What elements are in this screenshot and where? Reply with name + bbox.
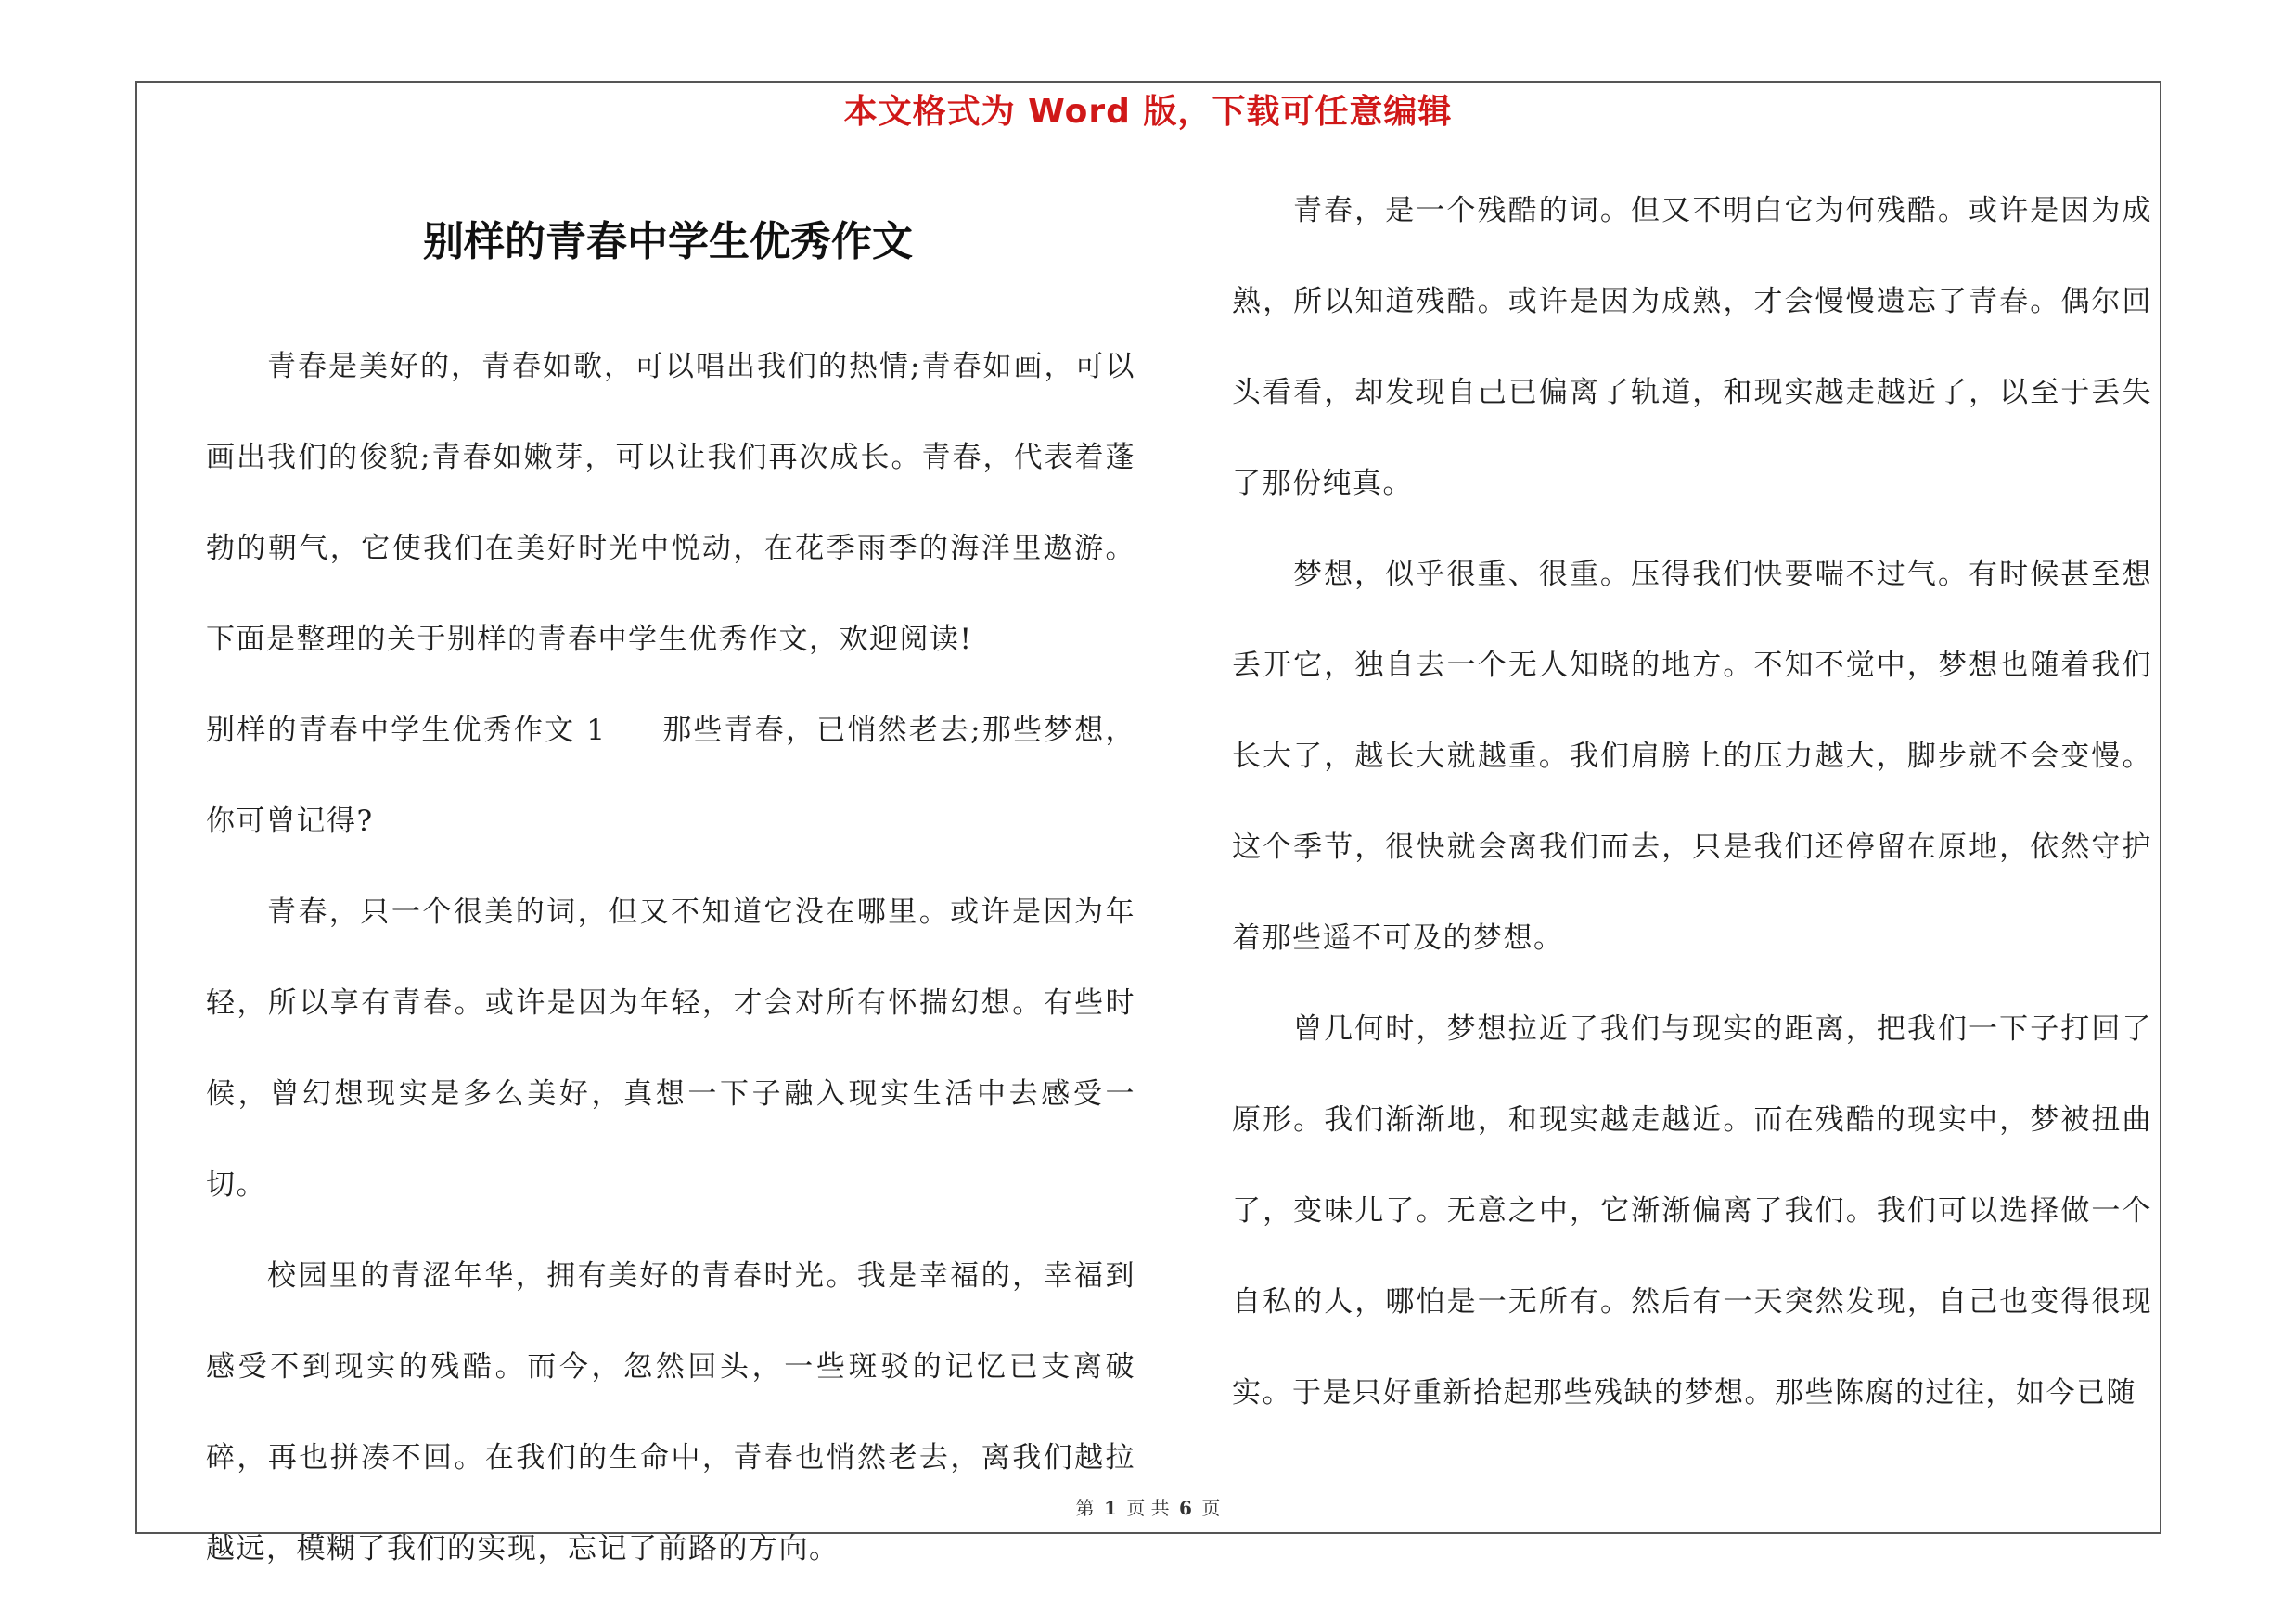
current-page-number: 1 — [1104, 1497, 1117, 1519]
left-column — [206, 321, 1135, 1594]
left-paragraph-2: 校园里的青涩年华，拥有美好的青春时光。我是幸福的，幸福到感受不到现实的残酷。而今，忽然回头，一些斑驳的记忆已支离破碎，再也拼凑不回。在我们的生命中，青春也悄然老去，离我们越拉越远，模糊了我们的实现，忘记了前路的方向。 — [206, 1259, 1135, 1565]
footer-middle: 页 共 — [1126, 1497, 1170, 1519]
right-paragraph-2: 梦想，似乎很重、很重。压得我们快要喘不过气。有时候甚至想丢开它，独自去一个无人知晓的地方。不知不觉中，梦想也随着我们长大了，越长大就越重。我们肩膀上的压力越大，脚步就不会变慢。这个季节，很快就会离我们而去，只是我们还停留在原地，依然守护着那些遥不可及的梦想。 — [1232, 558, 2152, 955]
right-paragraph-1: 青春，是一个残酷的词。但又不明白它为何残酷。或许是因为成熟，所以知道残酷。或许是因为成熟，才会慢慢遗忘了青春。偶尔回头看看，却发现自己已偏离了轨道，和现实越走越近了，以至于丢失了那份纯真。 — [1232, 194, 2152, 500]
essay-heading: 别样的青春中学生优秀作文 1 — [206, 714, 607, 747]
word-format-banner: 本文格式为 Word 版，下载可任意编辑 — [843, 93, 1453, 131]
footer-prefix: 第 — [1075, 1497, 1095, 1519]
right-column — [1232, 165, 2152, 1438]
intro-paragraph: 青春是美好的，青春如歌，可以唱出我们的热情;青春如画，可以画出我们的俊貌;青春如嫩芽，可以让我们再次成长。青春，代表着蓬勃的朝气，它使我们在美好时光中悦动，在花季雨季的海洋里遨游。下面是整理的关于别样的青春中学生优秀作文，欢迎阅读! — [206, 350, 1135, 656]
document-title: 别样的青春中学生优秀作文 — [423, 218, 913, 265]
essay-opening: 那些青春，已悄然老去;那些梦想，你可曾记得? — [206, 714, 1135, 838]
page-footer — [0, 1493, 2296, 1520]
total-page-count: 6 — [1179, 1497, 1192, 1519]
right-paragraph-3: 曾几何时，梦想拉近了我们与现实的距离，把我们一下子打回了原形。我们渐渐地，和现实越走越近。而在残酷的现实中，梦被扭曲了，变味儿了。无意之中，它渐渐偏离了我们。我们可以选择做一个自私的人，哪怕是一无所有。然后有一天突然发现，自己也变得很现实。于是只好重新拾起那些残缺的梦想。那些陈腐的过往，如今已随 — [1232, 1012, 2152, 1410]
footer-suffix: 页 — [1201, 1497, 1221, 1519]
essay-heading-paragraph — [206, 685, 1135, 867]
left-paragraph-1: 青春，只一个很美的词，但又不知道它没在哪里。或许是因为年轻，所以享有青春。或许是因为年轻，才会对所有怀揣幻想。有些时候，曾幻想现实是多么美好，真想一下子融入现实生活中去感受一切。 — [206, 895, 1135, 1202]
